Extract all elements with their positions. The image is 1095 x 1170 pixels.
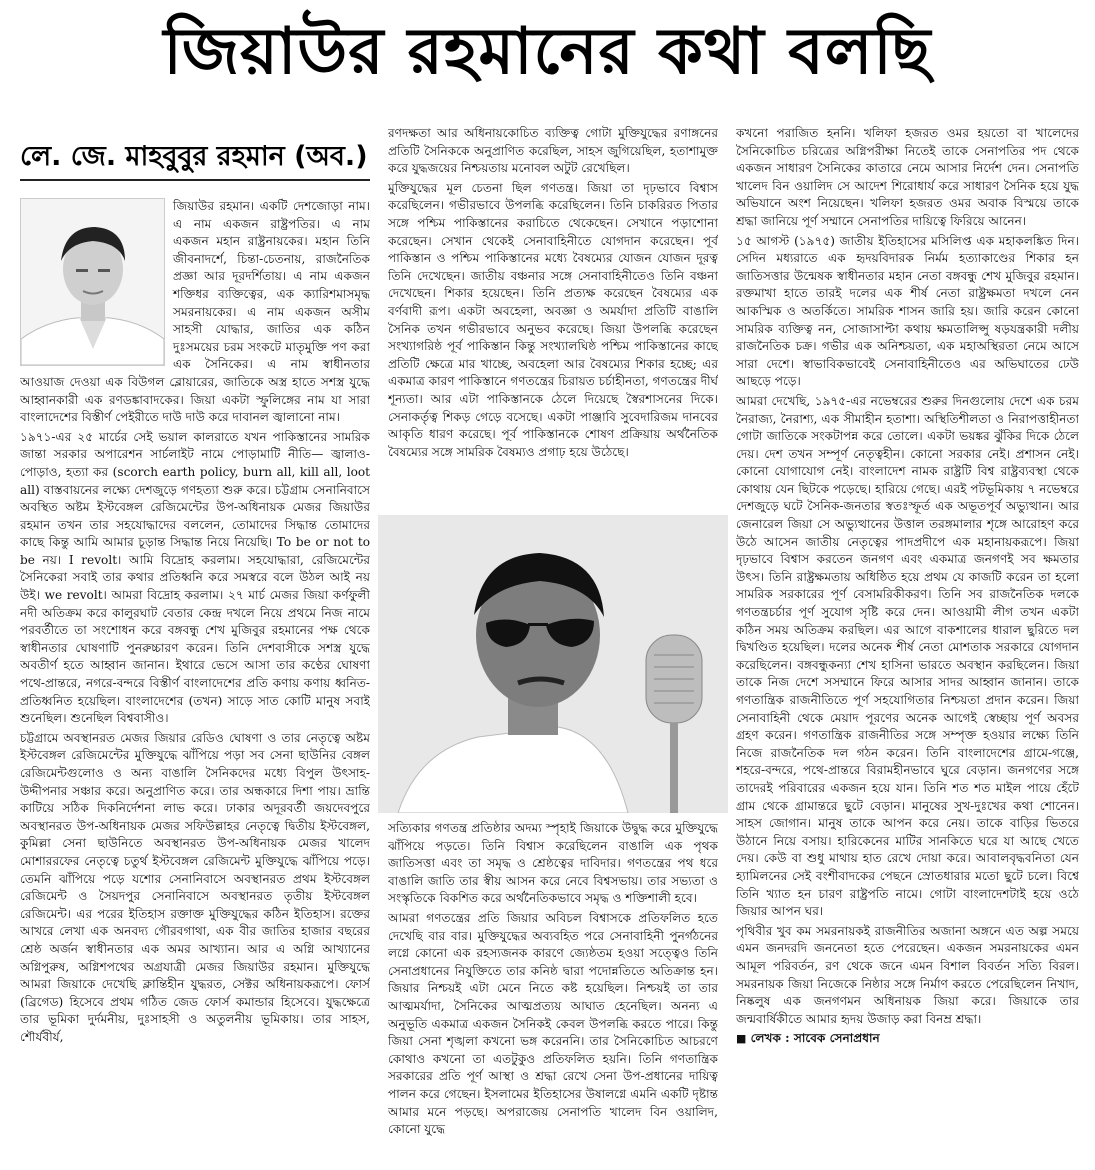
column-2-top <box>388 125 718 503</box>
column-3 <box>736 125 1079 1160</box>
paragraph: আমরা দেখেছি, ১৯৭৫-এর নভেম্বরের শুরুর দিনগুলোয় দেশে এক চরম নৈরাজ্য, নৈরাশ্য, এক সীমাহীন হতাশা। অস্থিতিশীলতা ও নিরাপত্তাহীনতা গোটা জাতিকে সংকটাপন্ন করে তোলে। একটা ভয়ঙ্কর ঝুঁকির দিকে ঠেলে দেয়। দেশ তখন সম্পূর্ণ নেতৃত্বহীন। কোনো সরকার নেই। প্রশাসন নেই। কোনো যোগাযোগ নেই। বাংলাদেশ নামক রাষ্ট্রটি বিশ্ব রাষ্ট্রব্যবস্থা থেকে কোথায় যেন ছিটকে পড়েছে। হারিয়ে গেছে। এরই পটভূমিকায় ৭ নভেম্বরে দেশজুড়ে ঘটে সৈনিক-জনতার স্বতঃস্ফূর্ত এক অভূতপূর্ব অভ্যুত্থান। আর জেনারেল জিয়া সে অভ্যুত্থানের উত্তাল তরঙ্গমালার শৃঙ্গে আরোহণ করে উঠে আসেন জাতীয় নেতৃত্বের পাদপ্রদীপে এক মহানায়করূপে। জিয়া দৃঢ়ভাবে বিশ্বাস করতেন জনগণ এবং একমাত্র জনগণই সব ক্ষমতার উৎস। তিনি রাষ্ট্রক্ষমতায় অধিষ্ঠিত হয়ে প্রথম যে কাজটি করেন তা হলো সামরিক সরকারের পূর্ণ বেসামরিকীকরণ। তিনি সব রাজনৈতিক দলকে গণতন্ত্রচর্চার পূর্ণ সুযোগ সৃষ্টি করে দেন। আওয়ামী লীগ তখন একটা কঠিন সময় অতিক্রম করছিল। এর আগে বাকশালের ধারাল ছুরিতে দল দ্বিখণ্ডিত হয়েছিল। দলের অনেক শীর্ষ নেতা মোশতাক সরকারে যোগদান করেছিলেন। বঙ্গবন্ধুকন্যা শেখ হাসিনা ভারতে অবস্থান করছিলেন। জিয়া তাকে নিজ দেশে সসম্মানে ফিরে আসার সাদর আহ্বান জানান। তাকে গণতান্ত্রিক রাজনীতিতে পূর্ণ সহযোগিতার নিশ্চয়তা প্রদান করেন। জিয়া সেনাবাহিনী থেকে মেয়াদ পূরণের অনেক আগেই স্বেচ্ছায় পূর্ণ অবসর গ্রহণ করেন। গণতান্ত্রিক রাজনীতির সঙ্গে সম্পৃক্ত হওয়ার লক্ষ্যে তিনি নিজে রাজনৈতিক দল গঠন করেন। তিনি বাংলাদেশের গ্রামে-গঞ্জে, শহরে-বন্দরে, পথে-প্রান্তরে বিরামহীনভাবে ঘুরে বেড়ান। জনগণের সঙ্গে তাদেরই পরিবারের একজন হয়ে যান। তিনি শত শত মাইল পায়ে হেঁটে গ্রাম থেকে গ্রামান্তরে ছুটে বেড়ান। মানুষের সুখ-দুঃখের কথা শোনেন। সাহস জোগান। মানুষ তাকে আপন করে নেয়। তাকে বাড়ির ভিতরে উঠানে নিয়ে বসায়। হারিকেনের মাটির সানকিতে ঘরে যা আছে খেতে দেয়। কেউ বা শুধু মাথায় হাত রেখে দোয়া করে। আবালবৃদ্ধবনিতা যেন হ্যামিলনের সেই বংশীবাদকের পেছনে স্রোতধারার মতো ছুটে চলে। বিশ্বে তিনি খ্যাত হন চারণ রাষ্ট্রপতি নামে। গোটা বাংলাদেশটাই হয়ে ওঠে জিয়ার আপন ঘর। <box>736 393 1079 919</box>
byline: লে. জে. মাহবুবুর রহমান (অব.) <box>20 141 368 172</box>
paragraph: সত্যিকার গণতন্ত্র প্রতিষ্ঠার অদম্য স্পৃহাই জিয়াকে উদ্বুদ্ধ করে মুক্তিযুদ্ধে ঝাঁপিয়ে পড়তে। তিনি বিশ্বাস করেছিলেন বাঙালি এক পৃথক জাতিসত্তা এবং তা সমৃদ্ধ ও শ্রেষ্ঠত্বের দাবিদার। গণতন্ত্রের পথ ধরে বাঙালি জাতি তার স্বীয় আসন করে নেবে বিশ্বসভায়। তার সভ্যতা ও সংস্কৃতিকে বিকশিত করে অর্থনৈতিকভাবে সমৃদ্ধ ও শক্তিশালী হবে। <box>388 821 718 906</box>
paragraph: ১৫ আগস্ট (১৯৭৫) জাতীয় ইতিহাসের মসিলিপ্ত এক মহাকলঙ্কিত দিন। সেদিন মধ্যরাতে এক হৃদয়বিদারক নির্মম হত্যাকাণ্ডের শিকার হন জাতিসত্তার উন্মেষক স্বাধীনতার মহান নেতা বঙ্গবন্ধু শেখ মুজিবুর রহমান। রক্তমাখা হাতে তারই দলের এক শীর্ষ নেতা রাষ্ট্রক্ষমতা দখলে নেন আকস্মিক ও অতর্কিতে। সামরিক শাসন জারি হয়। জারি করেন কোনো সামরিক ব্যক্তিত্ব নন, সোজাসাপ্টা কথায় ক্ষমতালিপ্সু ষড়যন্ত্রকারী দলীয় রাজনৈতিক চক্র। গভীর এক অনিশ্চয়তা, এক মহাঅস্থিরতা নেমে আসে সারা দেশে। স্বাভাবিকভাবেই সেনাবাহিনীতেও এর অভিঘাতের ঢেউ আছড়ে পড়ে। <box>736 233 1079 389</box>
byline-rule <box>20 179 370 181</box>
author-note-text: সাবেক সেনাপ্রধান <box>793 1031 880 1046</box>
paragraph: কখনো পরাজিত হননি। খলিফা হজরত ওমর হয়তো বা খালেদের সৈনিকোচিত চরিত্রের অগ্নিপরীক্ষা নিতেই তাকে সেনাপতির পদ থেকে একজন সাধারণ সৈনিকের কাতারে নেমে আসার নির্দেশ দেন। সেনাপতি খালেদ বিন ওয়ালিদ সে আদেশ শিরোধার্য করে সাধারণ সৈনিক হয়ে যুদ্ধ অভিযানে অংশ নিয়েছেন। খলিফা হজরত ওমর অবাক বিস্ময়ে তাকে শ্রদ্ধা জানিয়ে পূর্ণ সম্মানে সেনাপতির দায়িত্বে ফিরিয়ে আনেন। <box>736 126 1079 228</box>
ziaur-rahman-photo <box>378 515 728 813</box>
author-note-label: লেখক : <box>750 1031 790 1046</box>
author-portrait <box>20 198 165 366</box>
headline: জিয়াউর রহমানের কথা বলছি <box>163 15 932 89</box>
paragraph: রণদক্ষতা আর অধিনায়কোচিত ব্যক্তিত্ব গোটা মুক্তিযুদ্ধের রণাঙ্গনের প্রতিটি সৈনিককে অনুপ্রাণিত করেছিল, সাহস জুগিয়েছিল, হতাশামুক্ত করে যুদ্ধজয়ের নিশ্চয়তায় মনোবল অটুট রেখেছিল। <box>388 126 718 176</box>
column-2-bottom <box>388 820 718 1160</box>
column-1 <box>20 198 370 1160</box>
paragraph: মুক্তিযুদ্ধের মূল চেতনা ছিল গণতন্ত্র। জিয়া তা দৃঢ়ভাবে বিশ্বাস করেছিলেন। গভীরভাবে উপলব্ধি করেছিলেন। তিনি চাকরিরত পিতার সঙ্গে পশ্চিম পাকিস্তানের করাচিতে থেকেছেন। সেখানে পড়াশোনা করেছেন। সেখান থেকেই সেনাবাহিনীতে যোগদান করেছেন। পূর্ব পাকিস্তান ও পশ্চিম পাকিস্তানের মধ্যে বৈষম্যের যোজন যোজন দূরত্ব তিনি দেখেছেন। জাতীয় বঞ্চনার সঙ্গে সেনাবাহিনীতেও তিনি বঞ্চনা দেখেছেন। শিকার হয়েছেন। তিনি প্রত্যক্ষ করেছেন বৈষম্যের এক বর্ণবাদী রূপ। একটা অবহেলা, অবজ্ঞা ও অমর্যাদা প্রতিটি বাঙালি সৈনিক তখন গভীরভাবে অনুভব করেছে। জিয়া উপলব্ধি করেছেন সংখ্যাগরিষ্ঠ পূর্ব পাকিস্তান কিন্তু সংখ্যালঘিষ্ঠ পশ্চিম পাকিস্তানের কাছে প্রতিটি ক্ষেত্রে মার খাচ্ছে, অবহেলা আর বৈষম্যের শিকার হচ্ছে; এর একমাত্র কারণ পাকিস্তানে গণতন্ত্রের চিরায়ত চর্চাহীনতা, গণতন্ত্রের দীর্ঘ শূন্যতা। আর এটা পাকিস্তানকে ঠেলে দিয়েছে স্বৈরশাসনের দিকে। সেনাকর্তৃত্ব শিকড় গেড়ে বসেছে। একটা পাঞ্জাবি সুবেদারিজম দানবের আকৃতি ধারণ করেছে। পূর্ব পাকিস্তানকে শোষণ প্রক্রিয়ায় অর্থনৈতিক বৈষম্যের সঙ্গে সামরিক বৈষম্যও প্রগাঢ় হয়ে উঠেছে। <box>388 180 718 459</box>
paragraph: আমরা গণতন্ত্রের প্রতি জিয়ার অবিচল বিশ্বাসকে প্রতিফলিত হতে দেখেছি বার বার। মুক্তিযুদ্ধের অব্যবহিত পরে সেনাবাহিনী পুনর্গঠনের লগ্নে কোনো এক রহস্যজনক কারণে জ্যেষ্ঠতম হওয়া সত্ত্বেও তিনি সেনাপ্রধানের নিযুক্তিতে তার কনিষ্ঠ দ্বারা পদোন্নতিতে অতিক্রান্ত হন। জিয়ার নিশ্চয়ই এটা মেনে নিতে কষ্ট হয়েছিল। নিশ্চয়ই তা তার আত্মমর্যাদা, সৈনিকের আত্মপ্রত্যয় আঘাত হেনেছিল। অনন্য এ অনুভূতি একমাত্র একজন সৈনিকই কেবল উপলব্ধি করতে পারে। কিন্তু জিয়া সেনা শৃঙ্খলা কখনো ভঙ্গ করেননি। তার সৈনিকোচিত আচরণে কোথাও কখনো তা এতটুকুও প্রতিফলিত হয়নি। তিনি গণতান্ত্রিক সরকারের প্রতি পূর্ণ আস্থা ও শ্রদ্ধা রেখে সেনা উপ-প্রধানের দায়িত্ব পালন করে গেছেন। ইসলামের ইতিহাসের উষালগ্নে এমনি একটি দৃষ্টান্ত আমার মনে পড়ছে। অপরাজেয় সেনাপতি খালেদ বিন ওয়ালিদ, কোনো যুদ্ধে <box>388 910 718 1137</box>
square-bullet-icon: ■ <box>736 1032 747 1046</box>
paragraph: জিয়াউর রহমান। একটি দেশজোড়া নাম। এ নাম একজন রাষ্ট্রপতির। এ নাম একজন মহান রাষ্ট্রনায়কের। মহান তিনি জীবনাদর্শে, চিন্তা-চেতনায়, রাজনৈতিক প্রজ্ঞা আর দূরদর্শিতায়। এ নাম একজন শক্তিধর ব্যক্তিত্বের, এক ক্যারিশমাসমৃদ্ধ সমরনায়কের। এ নাম একজন অসীম সাহসী যোদ্ধার, জাতির এক কঠিন দুঃসময়ের চরম সংকটে মাতৃমুক্তি পণ করা এক সৈনিকের। এ নাম স্বাধীনতার আওয়াজ দেওয়া এক বিউগল ব্লোয়ারের, জাতিকে অস্ত্র হাতে সশস্ত্র যুদ্ধে আহ্বানকারী এক রণডঙ্কাবাদকের। জিয়া একটা স্ফুলিঙ্গের নাম যা সারা বাংলাদেশের বিস্তীর্ণ পেইরীতে দাউ দাউ করে দাবানল জ্বালানো নাম। <box>20 199 370 425</box>
paragraph: ১৯৭১-এর ২৫ মার্চের সেই ভয়াল কালরাতে যখন পাকিস্তানের সামরিক জান্তা সরকার অপারেশন সার্চলাইট নামে পোড়ামাটি নীতি— জ্বালাও-পোড়াও, হত্যা কর (scorch earth policy, burn all, kill all, loot all) বাস্তবায়নের লক্ষ্যে দেশজুড়ে গণহত্যা শুরু করে। চট্টগ্রাম সেনানিবাসে অবস্থিত অষ্টম ইস্টবেঙ্গল রেজিমেন্টের উপ-অধিনায়ক মেজর জিয়াউর রহমান তখন তার সহযোদ্ধাদের বললেন, তোমাদের সিদ্ধান্ত তোমাদের কাছে কিন্তু আমি আমার চূড়ান্ত সিদ্ধান্ত নিয়ে নিয়েছি। To be or not to be নয়। I revolt। আমি বিদ্রোহ করলাম। সহযোদ্ধারা, রেজিমেন্টের সৈনিকেরা সবাই তার কথার প্রতিধ্বনি করে সমস্বরে বলে উঠল আই নয় উই। we revolt। আমরা বিদ্রোহ করলাম। ২৭ মার্চ মেজর জিয়া কর্ণফুলী নদী অতিক্রম করে কালুরঘাট বেতার কেন্দ্র দখলে নিয়ে প্রথমে নিজ নামে পরবর্তীতে তা সংশোধন করে বঙ্গবন্ধু শেখ মুজিবুর রহমানের পক্ষ থেকে স্বাধীনতার ঘোষণাটি পুনরুচ্চারণ করেন। তিনি দেশবাসীকে সশস্ত্র যুদ্ধে অবতীর্ণ হতে আহ্বান জানান। ইথারে ভেসে আসা তার কণ্ঠের ঘোষণা পথে-প্রান্তরে, নগরে-বন্দরে বিস্তীর্ণ বাংলাদেশের প্রতি কণায় কণায় ধ্বনিত-প্রতিধ্বনিত হয়েছিল। বাংলাদেশের (তখন) সাড়ে সাত কোটি মানুষ সবাই শুনেছিল। শুনেছিল বিশ্ববাসীও। <box>20 429 370 726</box>
paragraph: চট্টগ্রামে অবস্থানরত মেজর জিয়ার রেডিও ঘোষণা ও তার নেতৃত্বে অষ্টম ইস্টবেঙ্গল রেজিমেন্টের মুক্তিযুদ্ধে ঝাঁপিয়ে পড়া সব সেনা ছাউনির বেঙ্গল রেজিমেন্টগুলোও ও অন্য বাঙালি সৈনিকদের মধ্যে বিপুল উৎসাহ-উদ্দীপনার সঞ্চার করে। অনুপ্রাণিত করে। তার অন্ধকারে দিশা পায়। ভ্রান্তি কাটিয়ে সঠিক দিকনির্দেশনা লাভ করে। ঢাকার অদূরবর্তী জয়দেবপুরে অবস্থানরত উপ-অধিনায়ক মেজর সফিউল্লাহর নেতৃত্বে দ্বিতীয় ইস্টবেঙ্গল, কুমিল্লা সেনা ছাউনিতে অবস্থানরত উপ-অধিনায়ক মেজর খালেদ মোশাররফের নেতৃত্বে চতুর্থ ইস্টবেঙ্গল রেজিমেন্ট মুক্তিযুদ্ধে ঝাঁপিয়ে পড়ে। তেমনি ঝাঁপিয়ে পড়ে যশোর সেনানিবাসে অবস্থানরত প্রথম ইস্টবেঙ্গল রেজিমেন্ট ও সৈয়দপুর সেনানিবাসে অবস্থানরত তৃতীয় ইস্টবেঙ্গল রেজিমেন্ট। এর পরের ইতিহাস রক্তাক্ত মুক্তিযুদ্ধের কঠিন ইতিহাস। রক্তের আখরে লেখা এক অনবদ্য গৌরবগাথা, এক বীর জাতির হাজার বছরের শ্রেষ্ঠ অর্জন স্বাধীনতার এক অমর আখ্যান। আর এ অগ্নি আখ্যানের অগ্নিপুরুষ, অগ্নিশপথের অগ্রযাত্রী মেজর জিয়াউর রহমান। মুক্তিযুদ্ধে আমরা জিয়াকে দেখেছি ক্লান্তিহীন যুদ্ধরত, সেক্টর অধিনায়করূপে। ফোর্স (ব্রিগেড) হিসেবে প্রথম গঠিত জেড ফোর্স কমান্ডার হিসেবে। যুদ্ধক্ষেত্রে তার ভূমিকা দুর্দমনীয়, দুঃসাহসী ও অতুলনীয় ভূমিকায়। তার সাহস, শৌর্যবীর্য, <box>20 730 370 1044</box>
author-note <box>736 1030 1079 1048</box>
paragraph: পৃথিবীর খুব কম সমরনায়কই রাজনীতির অজানা অঙ্গনে এত অল্প সময়ে এমন জনদরদি জননেতা হতে পেরেছেন। একজন সমরনায়কের এমন আমূল পরিবর্তন, রণ থেকে জনে এমন বিশাল বিবর্তন সত্যি বিরল। সমরনায়ক জিয়া নিজেকে নিষ্ঠার সঙ্গে নির্মাণ করতে পেরেছিলেন নিখাদ, নিষ্কলুষ এক জনগণমন অধিনায়ক জিয়া করে। জিয়াকে তার জন্মবার্ষিকীতে আমার হৃদয় উজাড় করা বিনম্র শ্রদ্ধা। <box>736 923 1079 1026</box>
